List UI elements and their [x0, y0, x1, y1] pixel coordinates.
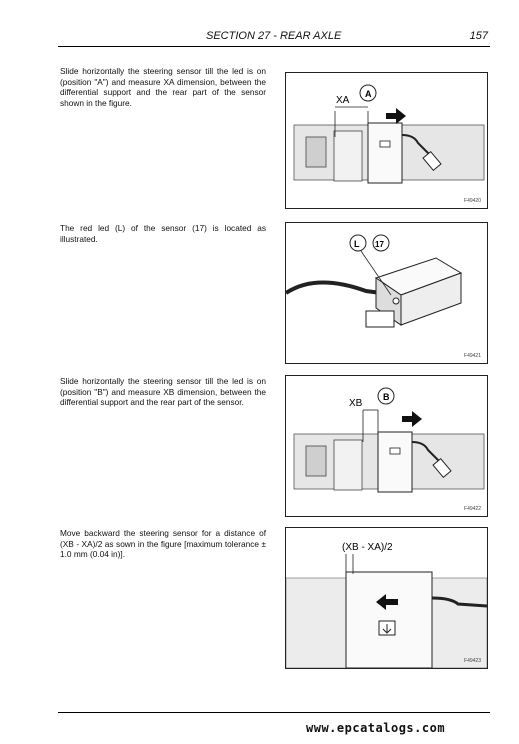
instruction-paragraph-3: Slide horizontally the steering sensor till the led is on (position "B") and measure XB dimension, between the differential support and the rear part of the sensor.	[60, 376, 266, 408]
figure-code: F49421	[464, 353, 481, 359]
figure-drawing	[286, 376, 487, 516]
figure-sensor-backward	[285, 527, 488, 669]
instruction-paragraph-4: Move backward the steering sensor for a distance of (XB - XA)/2 as sown in the figure [maximum tolerance ± 1.0 mm (0.04 in)].	[60, 528, 266, 560]
footer-url[interactable]: www.epcatalogs.com	[306, 721, 446, 735]
figure-sensor-position-b	[285, 375, 488, 517]
figure-code: F49422	[464, 506, 481, 512]
figure-drawing	[286, 223, 487, 363]
instruction-paragraph-1: Slide horizontally the steering sensor till the led is on (position "A") and measure XA dimension, between the differential support and the rear part of the sensor shown in the figure.	[60, 66, 266, 108]
formula-label: (XB - XA)/2	[342, 542, 393, 553]
position-label: B	[383, 392, 390, 402]
led-label: L	[354, 239, 360, 249]
part-number-label: 17	[375, 240, 384, 249]
figure-sensor-led	[285, 222, 488, 364]
dimension-label: XB	[349, 398, 363, 409]
instruction-paragraph-2: The red led (L) of the sensor (17) is located as illustrated.	[60, 223, 266, 244]
dimension-label: XA	[336, 95, 350, 106]
section-title: SECTION 27 - REAR AXLE	[206, 30, 342, 42]
position-label: A	[365, 89, 372, 99]
footer-divider	[58, 712, 490, 713]
figure-drawing	[286, 73, 487, 208]
page-header	[58, 30, 490, 47]
figure-code: F49423	[464, 658, 481, 664]
page-number: 157	[469, 30, 488, 42]
figure-code: F49420	[464, 198, 481, 204]
figure-drawing	[286, 528, 487, 668]
figure-sensor-position-a	[285, 72, 488, 209]
